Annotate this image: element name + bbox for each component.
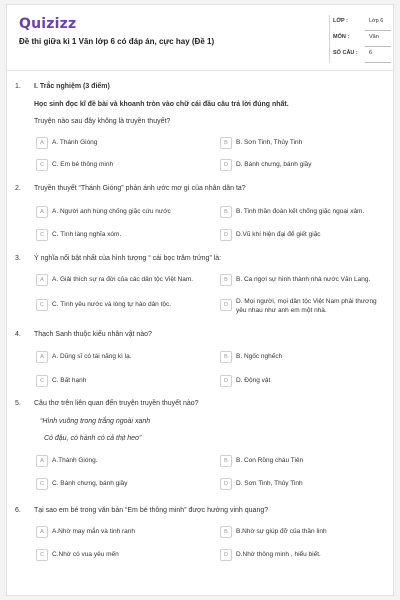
document-title: Đề thi giữa kì 1 Văn lớp 6 có đáp án, cực hay (Đề 1): [19, 37, 215, 46]
option-text: D. Động vật: [236, 377, 271, 384]
option-letter: B: [220, 455, 232, 467]
instruction-text: Học sinh đọc kĩ đề bài và khoanh tròn vào chữ cái đầu câu trả lời đúng nhất.: [34, 101, 289, 108]
option-letter: A: [36, 351, 48, 363]
meta-row-question-count: [329, 47, 391, 63]
option-letter: A: [36, 526, 48, 538]
question-number: 1.: [15, 83, 21, 90]
option-letter: D: [220, 478, 232, 490]
question-number: 2.: [15, 185, 21, 192]
meta-value-class: Lớp 6: [369, 18, 384, 24]
meta-label-question-count: SỐ CÂU :: [333, 50, 358, 56]
option-text: C. Tình yêu nước và lòng tự hào dân tộc.: [52, 301, 172, 308]
option-text: D.Vũ khí hiện đại để giết giặc: [236, 231, 321, 238]
option-text: A. Người anh hùng chống giặc cứu nước: [52, 208, 171, 215]
option-letter: C: [36, 549, 48, 561]
meta-label-class: LỚP :: [333, 18, 348, 24]
option-letter: D: [220, 299, 232, 311]
question-text: Tại sao em bé trong văn bản “Em bé thông minh” được hưởng vinh quang?: [34, 507, 269, 514]
option-text: C. Bất hạnh: [52, 377, 87, 384]
option-text: B.Nhờ sự giúp đỡ của thần linh: [236, 528, 327, 535]
option-letter: B: [220, 274, 232, 286]
meta-value-subject: Văn: [369, 34, 379, 40]
option-text: B. Tinh thần đoàn kết chống giặc ngoại xâm.: [236, 208, 365, 215]
option-text: B. Sơn Tinh, Thủy Tinh: [236, 139, 303, 146]
meta-label-subject: MÔN :: [333, 34, 350, 40]
option-letter: D: [220, 229, 232, 241]
option-text: A. Dũng sĩ có tài năng kì lạ.: [52, 353, 132, 360]
question-text: Câu thơ trên liên quan đến truyện truyền thuyết nào?: [34, 400, 199, 407]
option-text: C. Bánh chưng, bánh giầy: [52, 480, 128, 487]
option-text: D.Nhờ thông minh , hiểu biết.: [236, 551, 321, 558]
option-text: C. Tình làng nghĩa xóm.: [52, 231, 122, 238]
option-letter: C: [36, 478, 48, 490]
option-letter: A: [36, 206, 48, 218]
option-text: C.Nhờ có vua yêu mến: [52, 551, 119, 558]
option-letter: D: [220, 159, 232, 171]
option-letter: C: [36, 299, 48, 311]
option-letter: B: [220, 206, 232, 218]
quizizz-logo[interactable]: Quizizz: [19, 16, 77, 32]
option-text: B. Con Rồng cháu Tiên: [236, 457, 304, 464]
option-letter: A: [36, 455, 48, 467]
question-text: Truyền thuyết “Thánh Gióng” phản ánh ước mơ gì của nhân dân ta?: [34, 185, 246, 192]
option-letter: A: [36, 137, 48, 149]
option-text: B. Ca ngợi sự hình thành nhà nước Văn Lang.: [236, 276, 371, 283]
meta-panel: [329, 15, 391, 63]
option-letter: B: [220, 137, 232, 149]
option-letter: B: [220, 526, 232, 538]
option-text: D. Sơn Tinh, Thủy Tinh: [236, 480, 303, 487]
question-number: 4.: [15, 331, 21, 338]
option-letter: C: [36, 229, 48, 241]
option-letter: B: [220, 351, 232, 363]
meta-row-class: [329, 15, 391, 31]
option-text: A.Thánh Gióng.: [52, 457, 98, 464]
meta-row-subject: [329, 31, 391, 47]
question-number: 5.: [15, 400, 21, 407]
option-text: C. Em bé thông minh: [52, 161, 114, 168]
option-text: A.Nhờ may mắn và tinh ranh: [52, 528, 136, 535]
question-text: Truyện nào sau đây không là truyền thuyết?: [34, 118, 171, 125]
option-letter: C: [36, 375, 48, 387]
quote-line-1: “Hình vuông trong trắng ngoài xanh: [40, 418, 151, 425]
meta-value-question-count: 6: [369, 50, 373, 56]
question-number: 3.: [15, 255, 21, 262]
question-text: Ý nghĩa nổi bật nhất của hình tượng “ cái bọc trăm trứng” là:: [34, 255, 222, 262]
meta-underline: [365, 62, 391, 63]
option-letter: D: [220, 549, 232, 561]
option-letter: D: [220, 375, 232, 387]
worksheet-header: [7, 5, 393, 71]
option-text: B. Ngốc nghếch: [236, 353, 283, 360]
option-text: D. Mọi người, mọi dân tộc Việt Nam phải thương yêu nhau như anh em một nhà.: [236, 298, 377, 314]
question-text: Thạch Sanh thuộc kiểu nhân vật nào?: [34, 331, 152, 338]
option-letter: A: [36, 274, 48, 286]
worksheet-page: [6, 4, 394, 596]
question-number: 6.: [15, 507, 21, 514]
option-text: A. Thánh Gióng: [52, 139, 98, 146]
option-letter: C: [36, 159, 48, 171]
section-heading: I. Trắc nghiệm (3 điểm): [34, 83, 110, 90]
quote-line-2: Có đậu, có hành có cả thịt heo”: [44, 435, 142, 442]
option-text: D. Bánh chưng, bánh giầy: [236, 161, 312, 168]
option-text: A. Giải thích sự ra đời của các dân tộc Việt Nam.: [52, 276, 194, 283]
